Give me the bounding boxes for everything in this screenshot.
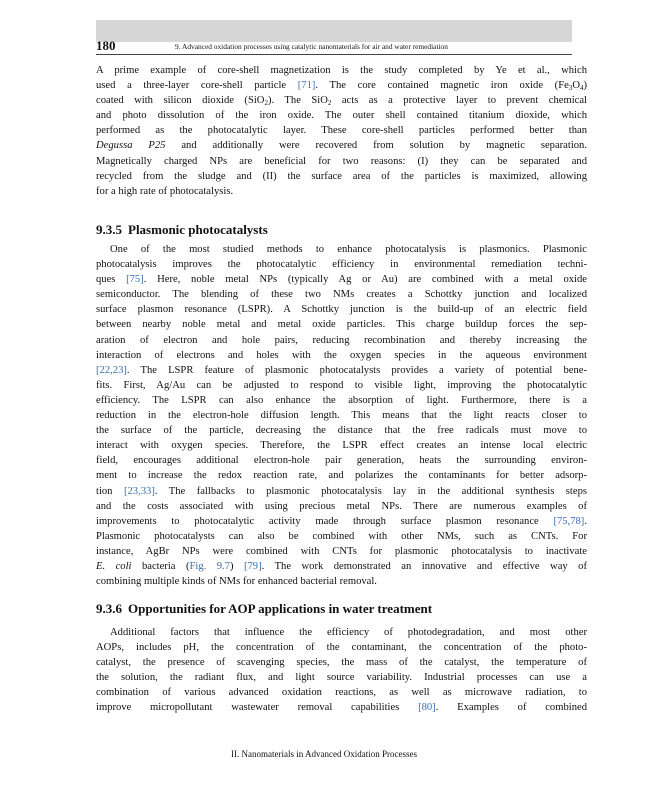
paragraph-opportunities: Additional factors that influence the efficiency of photodegradation, and most other AOPs, includes pH, the concentration of the contaminant, the concentration of the photo- catalyst, the presence of scavenging species, the mass of the catalyst, the temperature of the solution, the radiant flux, and light source variability. Industrial processes can use a combination of various advanced oxidation reactions, as well as microwave radiation, to improve micropollutant wastewater removal capabilities [80]. Examples of combined (96, 627, 588, 714)
running-title: 9. Advanced oxidation processes using catalytic nanomaterials for air and water remediation (175, 42, 448, 51)
page-footer: II. Nanomaterials in Advanced Oxidation Processes (231, 749, 417, 759)
section-heading-plasmonic: 9.3.5 Plasmonic photocatalysts (96, 222, 268, 237)
citation-link[interactable]: [71] (297, 80, 316, 92)
citation-link[interactable]: [23,33] (123, 485, 155, 497)
section-heading-opportunities: 9.3.6 Opportunities for AOP applications in water treatment (96, 601, 433, 616)
citation-link[interactable]: [75] (126, 274, 144, 286)
citation-link[interactable]: [22,23] (96, 364, 127, 376)
citation-link[interactable]: [75,78] (553, 515, 585, 527)
header-rule (96, 54, 572, 55)
figure-link[interactable]: Fig. 9.7 (189, 560, 230, 572)
citation-link[interactable]: [80] (418, 702, 436, 714)
citation-link[interactable]: [79] (243, 560, 262, 572)
paragraph-plasmonic: One of the most studied methods to enhance photocatalysis is plasmonics. Plasmonic photocatalysis improves the photocatalytic efficiency in environmental remediation techni- ques [75]. Here, noble metal NPs (typically Ag or Au) are combined with a metal oxide semiconductor. The blending of these two NMs creates a Schottky junction and localized surface plasmon resonance (LSPR). A Schottky junction is the build-up of an electric field between nearby noble metal and metal oxide particles. This charge buildup forces the sep- aration of electron and hole pairs, reducing recombination and thereby increasing the interaction of electrons and holes with the oxygen species in the aqueous environment [22,23]. The LSPR feature of plasmonic photocatalysts provides a variety of potential bene- fits. First, Ag/Au can be adjusted to respond to visible light, improving the photocatalytic efficiency. The LSPR can also enhance the absorption of light. Furthermore, there is a reduction in the electron-hole diffusion length. This means that the light reacts closer to the surface of the particle, decreasing the distance that the free radicals must move to interact with oxygen species. Therefore, the LSPR effect creates an intense local electric field, encourages additional electron-hole pair generation, heats the surrounding environ- ment to increase the redox reaction rate, and polarizes the contaminants for better adsorp- tion [23,33]. The fallbacks to plasmonic photocatalysis lay in the additional synthesis steps and the costs associated with using precious metal NPs. There are numerous examples of improvements to photocatalytic activity made through surface plasmon resonance [75,78]. Plasmonic photocatalysts can also be combined with other NMs, such as CNTs. For instance, AgBr NPs were combined with CNTs for plasmonic photocatalysis to inactivate E. coli bacteria (Fig. 9.7) [79]. The work demonstrated an innovative and effective way of combining multiple kinds of NMs for enhanced bacterial removal. (96, 244, 587, 588)
page-number: 180 (96, 38, 116, 53)
header-bar (96, 20, 572, 42)
paragraph-core-shell: A prime example of core-shell magnetization is the study completed by Ye et al., which used a three-layer core-shell particle [71]. The core contained magnetic iron oxide $(Fe_3O_4)$ coated with silicon dioxide (SiO$_2$). The SiO$_2$ acts as a protective layer to prevent chemical and photo dissolution of the iron oxide. The outer shell contained titanium dioxide, which performed as the photocatalytic layer. These core-shell particles performed better than Degussa P25 and additionally were recovered from solution by magnetic separation. Magnetically charged NPs are beneficial for two reasons: (I) they can be separated and recycled from the sludge and (II) the surface area of the particles is maximized, allowing for a high rate of photocatalysis. (96, 65, 588, 197)
